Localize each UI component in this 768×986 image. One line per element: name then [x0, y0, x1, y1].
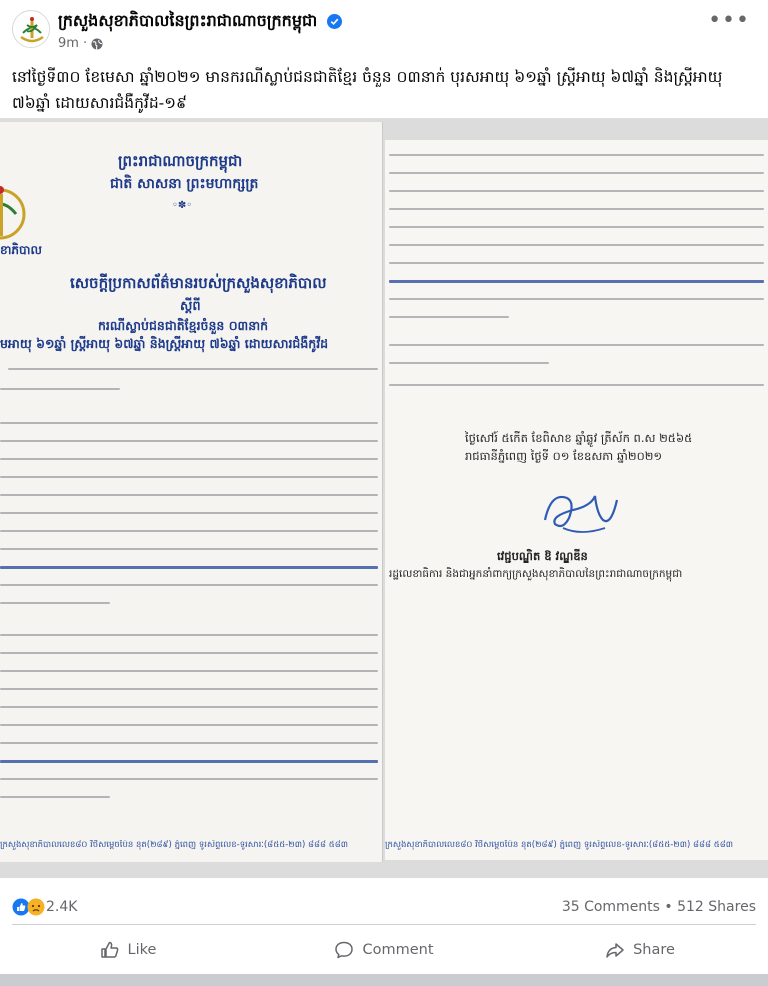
doc-right-text-line — [389, 154, 764, 156]
doc-right-text-line — [389, 362, 549, 364]
globe-icon — [91, 38, 103, 50]
doc-left-text-line — [0, 670, 378, 672]
comment-label: Comment — [362, 942, 434, 958]
document-kingdom: ព្រះរាជាណាចក្រកម្ពុជា — [118, 152, 243, 170]
reaction-count[interactable]: 2.4K — [46, 899, 78, 915]
share-icon — [605, 940, 625, 960]
doc-left-text-line — [8, 368, 378, 370]
like-button[interactable] — [0, 928, 256, 972]
doc-left-text-line — [0, 388, 120, 390]
document-title: សេចក្តីប្រកាសព័ត៌មានរបស់ក្រសួងសុខាភិបាល — [70, 274, 327, 292]
document-subject-detail: មអាយុ ៦១ឆ្នាំ ស្រ្តីអាយុ ៦៧ឆ្នាំ និងស្រ្តីអាយុ ៧៦ឆ្នាំ ដោយសារជំងឺកូវីដ — [0, 336, 329, 351]
doc-left-text-line — [0, 440, 378, 442]
post-attachment[interactable] — [0, 118, 768, 878]
doc-right-text-line — [389, 208, 764, 210]
doc-left-text-line — [0, 476, 378, 478]
doc-left-text-line — [0, 584, 378, 586]
doc-left-text-line — [0, 688, 378, 690]
page-avatar[interactable] — [12, 10, 50, 48]
doc-left-text-line — [0, 530, 378, 532]
reaction-icons[interactable] — [12, 898, 46, 916]
doc-left-text-line — [0, 602, 110, 604]
comment-icon — [334, 940, 354, 960]
doc-left-text-line — [0, 796, 110, 798]
doc-right-text-line — [389, 262, 764, 264]
doc-right-text-line — [389, 172, 764, 174]
doc-left-text-line — [0, 634, 378, 636]
signature-icon — [533, 480, 623, 540]
document-lunar-date: ថ្ងៃសៅរ៍ ៥កើត ខែពិសាខ ឆ្នាំឆ្លូវ ត្រីស័ក ព.ស ២៥៦៥ — [465, 431, 693, 445]
document-footer-right: ក្រសួងសុខាភិបាលលេខ៨០ វិថីសម្តេចប៉ែន នុត(២៨៩) ភ្នំពេញ ទូរស័ព្ទលេខ-ទូរសារៈ(៨៥៥-២៣) ៨៨៨ ៥៨៣ — [385, 840, 734, 850]
doc-left-text-line — [0, 566, 378, 569]
bottom-band — [0, 974, 768, 986]
post-header — [0, 0, 768, 56]
document-subject-label: ស្តីពី — [180, 299, 201, 314]
document-footer-left: ក្រសួងសុខាភិបាលលេខ៨០ វិថីសម្តេចប៉ែន នុត(២៨៩) ភ្នំពេញ ទូរស័ព្ទលេខ-ទូរសារៈ(៨៥៥-២៣) ៨៨៨ ៥៨៣ — [0, 840, 349, 850]
meta-separator: · — [82, 36, 88, 51]
doc-left-text-line — [0, 512, 378, 514]
post-text: នៅថ្ងៃទី៣០ ខែមេសា ឆ្នាំ២០២១ មានករណីស្លាប់ជនជាតិខ្មែរ ចំនួន ០៣នាក់ បុរសអាយុ ៦១ឆ្នាំ ស្រ្តីអាយុ ៦៧ឆ្នាំ និងស្រ្តីអាយុ ៧៦ឆ្នាំ ដោយសារជំងឺកូវីដ-១៩ — [12, 68, 723, 112]
actions-divider — [12, 924, 756, 925]
document-signed-date: រាជធានីភ្នំពេញ ថ្ងៃទី ០១ ខែឧសភា ឆ្នាំ២០២១ — [465, 449, 663, 463]
comment-button[interactable] — [256, 928, 512, 972]
ministry-logo-icon — [13, 11, 50, 48]
doc-right-text-line — [389, 280, 764, 283]
doc-right-text-line — [389, 190, 764, 192]
like-label: Like — [127, 942, 157, 958]
doc-right-text-line — [389, 384, 764, 386]
doc-left-text-line — [0, 778, 378, 780]
doc-left-text-line — [0, 724, 378, 726]
doc-left-text-line — [0, 760, 378, 763]
doc-right-text-line — [389, 244, 764, 246]
page-name-text[interactable]: ក្រសួងសុខាភិបាលនៃព្រះរាជាណាចក្រកម្ពុជា — [58, 11, 318, 30]
doc-left-text-line — [0, 494, 378, 496]
document-ministry-short: ខាភិបាល — [0, 243, 42, 257]
document-page-right[interactable] — [385, 140, 768, 860]
sad-reaction-icon — [28, 899, 45, 916]
doc-left-text-line — [0, 652, 378, 654]
verified-icon — [327, 14, 342, 29]
page-name[interactable] — [58, 10, 342, 34]
doc-left-text-line — [0, 422, 378, 424]
post-actions — [0, 928, 768, 972]
document-ornament: ◦✽◦ — [172, 200, 193, 211]
comments-shares-count[interactable]: 35 Comments • 512 Shares — [561, 899, 756, 915]
doc-right-text-line — [389, 316, 509, 318]
doc-left-text-line — [0, 458, 378, 460]
share-label: Share — [633, 942, 675, 958]
document-signer-title: វេជ្ជបណ្ឌិត ឱ វណ្ឌឌីន — [497, 549, 588, 563]
post-meta — [58, 36, 103, 51]
document-motto: ជាតិ សាសនា ព្រះមហាក្សត្រ — [110, 176, 259, 192]
post-stats — [0, 890, 768, 924]
doc-right-text-line — [389, 298, 764, 300]
share-button[interactable] — [512, 928, 768, 972]
doc-left-text-line — [0, 706, 378, 708]
like-reaction-icon — [13, 899, 30, 916]
document-subject: ករណីស្លាប់ជនជាតិខ្មែរចំនួន ០៣នាក់ — [98, 318, 269, 333]
doc-left-text-line — [0, 742, 378, 744]
more-icon[interactable]: ••• — [708, 8, 750, 33]
doc-left-text-line — [0, 548, 378, 550]
doc-right-text-line — [389, 344, 764, 346]
post-time[interactable]: 9m — [58, 36, 79, 51]
like-icon — [100, 940, 120, 960]
document-page-left[interactable] — [0, 122, 383, 862]
document-signer-role: រដ្ឋលេខាធិការ និងជាអ្នកនាំពាក្យក្រសួងសុខាភិបាលនៃព្រះរាជាណាចក្រកម្ពុជា — [389, 568, 683, 580]
doc-right-text-line — [389, 226, 764, 228]
